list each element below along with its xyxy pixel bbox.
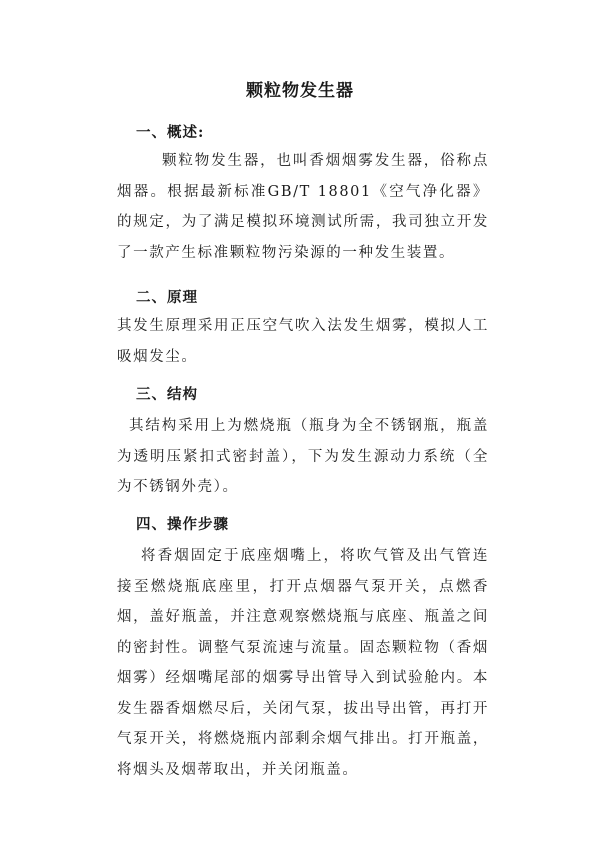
section-body-principle: 其发生原理采用正压空气吹入法发生烟雾，模拟人工吸烟发尘。: [117, 318, 489, 365]
section-heading-operation: 四、操作步骤: [136, 516, 229, 533]
section-heading-principle: 二、原理: [136, 289, 198, 306]
section-body-overview: 颗粒物发生器，也叫香烟烟雾发生器，俗称点烟器。根据最新标准GB/T 18801《空气净化器》的规定，为了满足模拟环境测试所需，我司独立开发了一款产生标准颗粒物污染源的一种发生装置。: [117, 153, 489, 261]
document-title: 颗粒物发生器: [246, 81, 354, 101]
section-body-operation: 将香烟固定于底座烟嘴上，将吹气管及出气管连接至燃烧瓶底座里，打开点烟器气泵开关，点燃香烟，盖好瓶盖，并注意观察燃烧瓶与底座、瓶盖之间的密封性。调整气泵流速与流量。固态颗粒物（香烟烟雾）经烟嘴尾部的烟雾导出管导入到试验舱内。本发生器香烟燃尽后，关闭气泵，拔出导出管，再打开气泵开关，将燃烧瓶内部剩余烟气排出。打开瓶盖，将烟头及烟蒂取出，并关闭瓶盖。: [117, 548, 489, 778]
section-body-structure: 其结构采用上为燃烧瓶（瓶身为全不锈钢瓶，瓶盖为透明压紧扣式密封盖），下为发生源动力系统（全为不锈钢外壳）。: [117, 418, 489, 495]
section-heading-structure: 三、结构: [136, 386, 198, 403]
section-heading-overview: 一、概述:: [136, 124, 205, 141]
